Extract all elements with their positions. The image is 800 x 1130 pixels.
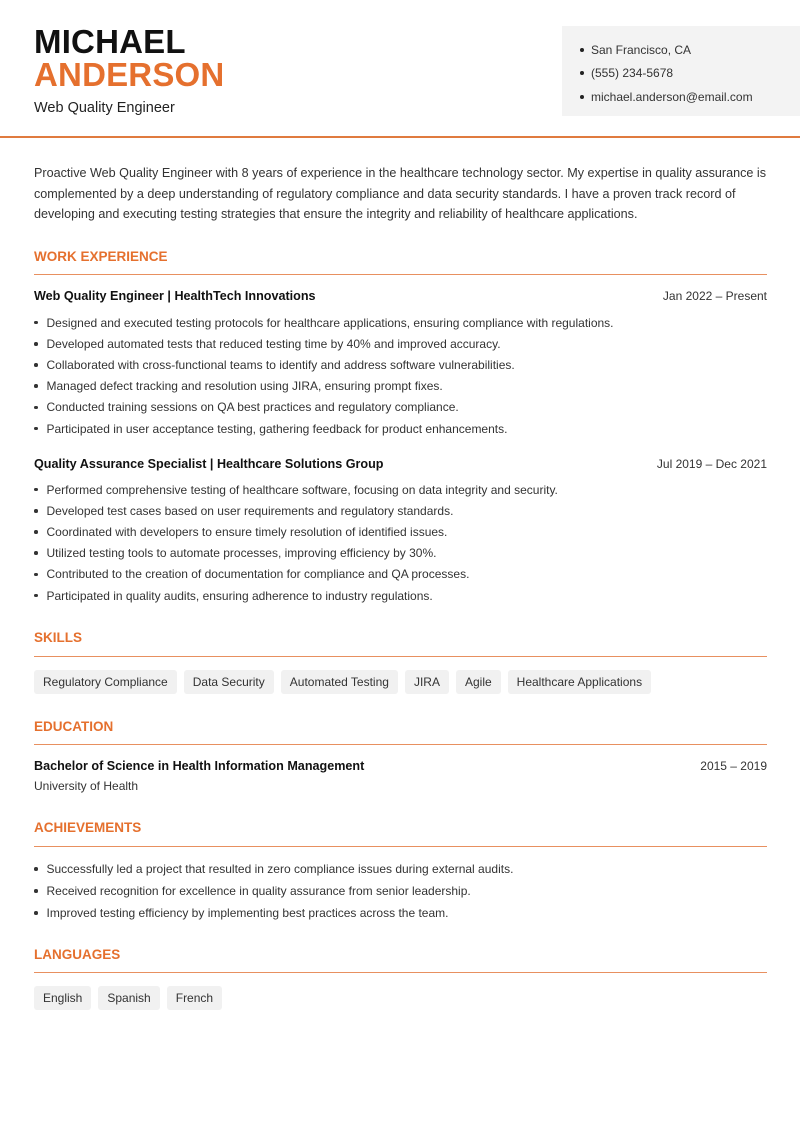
skills-tags	[34, 670, 651, 694]
list-item: Successfully led a project that resulted in zero compliance issues during external audits.	[34, 858, 767, 880]
bullet-dot-icon	[34, 406, 38, 410]
education-degree: Bachelor of Science in Health Information Management	[34, 759, 365, 773]
job-header	[34, 457, 767, 471]
list-item: Developed test cases based on user requirements and regulatory standards.	[34, 500, 767, 521]
bullet-dot-icon	[34, 363, 38, 367]
list-item: Managed defect tracking and resolution using JIRA, ensuring prompt fixes.	[34, 376, 767, 397]
job-bullets	[34, 479, 767, 606]
last-name: ANDERSON	[34, 56, 225, 93]
list-item: Improved testing efficiency by implementing best practices across the team.	[34, 902, 767, 924]
job-header	[34, 289, 767, 303]
section-divider	[34, 656, 767, 657]
job-role: Web Quality Engineer | HealthTech Innovations	[34, 289, 316, 303]
bullet-dot-icon	[580, 71, 584, 75]
skill-tag: Data Security	[184, 670, 274, 694]
section-divider	[34, 972, 767, 973]
work-section-title: WORK EXPERIENCE	[34, 249, 168, 264]
contact-phone: (555) 234-5678	[580, 62, 800, 86]
job-role: Quality Assurance Specialist | Healthcare Solutions Group	[34, 457, 384, 471]
language-tag: English	[34, 986, 91, 1010]
bullet-dot-icon	[34, 342, 38, 346]
list-item: Performed comprehensive testing of healthcare software, focusing on data integrity and security.	[34, 479, 767, 500]
education-section-title: EDUCATION	[34, 719, 114, 734]
bullet-dot-icon	[34, 889, 38, 893]
skill-tag: JIRA	[405, 670, 449, 694]
languages-section-title: LANGUAGES	[34, 947, 121, 962]
bullet-dot-icon	[34, 867, 38, 871]
skill-tag: Automated Testing	[281, 670, 398, 694]
skill-tag: Agile	[456, 670, 501, 694]
language-tag: French	[167, 986, 222, 1010]
achievements-section-title: ACHIEVEMENTS	[34, 820, 142, 835]
list-item: Utilized testing tools to automate processes, improving efficiency by 30%.	[34, 543, 767, 564]
bullet-dot-icon	[34, 321, 38, 325]
list-item: Conducted training sessions on QA best practices and regulatory compliance.	[34, 397, 767, 418]
bullet-dot-icon	[34, 594, 38, 598]
list-item: Collaborated with cross-functional teams to identify and address software vulnerabilities.	[34, 354, 767, 375]
contact-location: San Francisco, CA	[580, 38, 800, 62]
education-school: University of Health	[34, 779, 139, 793]
summary-text: Proactive Web Quality Engineer with 8 years of experience in the healthcare technology sector. My expertise in quality assurance is complemented by a deep understanding of regulatory compliance and data security standards. I have a proven track record of developing and executing testing strategies that ensure the integrity and reliability of healthcare applications.	[34, 166, 766, 221]
list-item: Coordinated with developers to ensure timely resolution of identified issues.	[34, 521, 767, 542]
education-header	[34, 759, 767, 773]
list-item: Participated in quality audits, ensuring adherence to industry regulations.	[34, 585, 767, 606]
job-dates: Jul 2019 – Dec 2021	[656, 457, 767, 471]
section-divider	[34, 846, 767, 847]
bullet-dot-icon	[34, 911, 38, 915]
job-bullets	[34, 312, 767, 439]
education-dates: 2015 – 2019	[700, 759, 767, 773]
skills-section-title: SKILLS	[34, 630, 83, 645]
language-tag: Spanish	[98, 986, 159, 1010]
bullet-dot-icon	[34, 573, 38, 577]
resume-header	[0, 0, 800, 138]
section-divider	[34, 274, 767, 275]
first-name: MICHAEL	[34, 23, 186, 60]
contact-email: michael.anderson@email.com	[580, 85, 800, 109]
achievements-list	[34, 858, 767, 924]
list-item: Designed and executed testing protocols for healthcare applications, ensuring compliance with regulations.	[34, 312, 767, 333]
job-title: Web Quality Engineer	[34, 100, 175, 116]
list-item: Developed automated tests that reduced testing time by 40% and improved accuracy.	[34, 333, 767, 354]
bullet-dot-icon	[34, 509, 38, 513]
list-item: Contributed to the creation of documentation for compliance and QA processes.	[34, 564, 767, 585]
skill-tag: Regulatory Compliance	[34, 670, 177, 694]
contact-box	[562, 26, 800, 116]
skill-tag: Healthcare Applications	[508, 670, 651, 694]
bullet-dot-icon	[34, 384, 38, 388]
bullet-dot-icon	[580, 95, 584, 99]
list-item: Participated in user acceptance testing, gathering feedback for product enhancements.	[34, 418, 767, 439]
job-dates: Jan 2022 – Present	[662, 289, 767, 303]
bullet-dot-icon	[34, 427, 38, 431]
bullet-dot-icon	[34, 488, 38, 492]
section-divider	[34, 744, 767, 745]
languages-tags	[34, 986, 222, 1010]
list-item: Received recognition for excellence in quality assurance from senior leadership.	[34, 880, 767, 902]
bullet-dot-icon	[34, 530, 38, 534]
bullet-dot-icon	[580, 48, 584, 52]
bullet-dot-icon	[34, 551, 38, 555]
